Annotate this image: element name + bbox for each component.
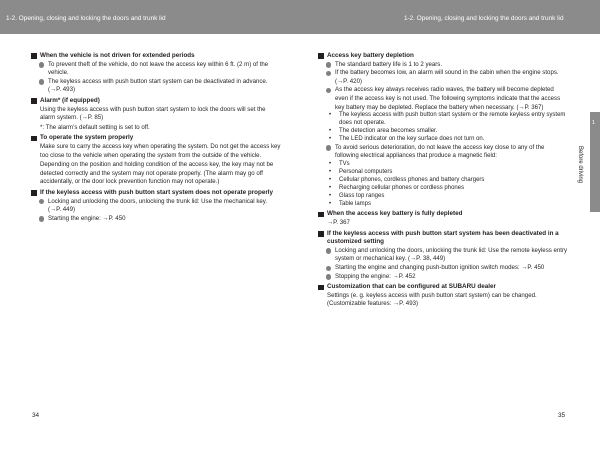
circle-bullet-icon [326, 266, 331, 271]
bullet-list [318, 144, 568, 161]
circle-bullet-icon [39, 62, 44, 67]
paragraph: Using the keyless access with push button start system to lock the doors will set the alarm system. (→P. 85) [40, 105, 266, 122]
sub-list-item: • Cellular phones, cordless phones and battery chargers [329, 176, 485, 183]
sub-bullet-list [318, 112, 568, 144]
sub-list-item: • TVs [329, 160, 350, 167]
circle-bullet-icon [326, 248, 331, 253]
list-item: To avoid serious deterioration, do not leave the access key close to any of the following electrical appliances that produce a magnetic field: [318, 144, 568, 161]
bullet-list [31, 198, 281, 224]
circle-bullet-icon [39, 79, 44, 84]
square-bullet-icon [318, 53, 324, 59]
square-bullet-icon [31, 136, 37, 142]
circle-bullet-icon [326, 88, 331, 93]
section-heading: Access key battery depletion [318, 52, 568, 61]
paragraph: Settings (e. g. keyless access with push button start system) can be changed. (Customizable features: →P. 493) [327, 291, 537, 308]
list-item: Starting the engine: →P. 450 [31, 215, 281, 224]
bullet-list [31, 61, 281, 95]
sub-list-item: • Personal computers [329, 168, 393, 175]
square-bullet-icon [318, 231, 324, 237]
section-heading: To operate the system properly [31, 134, 281, 143]
list-item: Locking and unlocking the doors, unlocking the trunk lid: Use the mechanical key. (→P. 449) [31, 198, 281, 215]
square-bullet-icon [318, 212, 324, 218]
square-bullet-icon [31, 190, 37, 196]
small-bullet-icon: • [329, 192, 332, 199]
sub-list-item: • Recharging cellular phones or cordless phones [329, 184, 465, 191]
right-page-number: 35 [558, 412, 566, 419]
square-bullet-icon [31, 53, 37, 59]
right-running-title: 1-2. Opening, closing and locking the doors and trunk lid [404, 15, 564, 22]
small-bullet-icon: • [329, 112, 332, 119]
circle-bullet-icon [326, 71, 331, 76]
list-item: As the access key always receives radio waves, the battery will become depleted even if the access key is not used. The following symptoms indicate that the access key battery may be depleted. Replace the battery when necessary. (→P. 367) [318, 86, 568, 112]
footnote: *: The alarm’s default setting is set to off. [40, 123, 150, 131]
small-bullet-icon: • [329, 135, 332, 142]
paragraph: Depending on the position and holding condition of the access key, the key may not be detected correctly and the system may not operate properly. (The alarm may go off accidentally, or the door lock prevention function may not operate.) [40, 161, 274, 186]
bullet-list [318, 247, 568, 281]
square-bullet-icon [31, 98, 37, 104]
chapter-side-label: Before driving [577, 146, 583, 184]
section-heading: Alarm* (if equipped) [31, 97, 281, 106]
right-page-column [318, 52, 568, 309]
sub-list-item: • The keyless access with push button start system or the remote keyless entry system does not operate. [329, 112, 566, 127]
circle-bullet-icon [326, 145, 331, 150]
left-page-number: 34 [32, 412, 40, 419]
small-bullet-icon: • [329, 168, 332, 175]
left-page-column [31, 52, 281, 223]
list-item: If the battery becomes low, an alarm will sound in the cabin when the engine stops. (→P. 420) [318, 69, 568, 86]
small-bullet-icon: • [329, 200, 332, 207]
list-item: Stopping the engine: →P. 452 [318, 273, 568, 282]
list-item: The keyless access with push button start system can be deactivated in advance. (→P. 493) [31, 78, 281, 95]
sub-list-item: • The detection area becomes smaller. [329, 127, 438, 134]
small-bullet-icon: • [329, 176, 332, 183]
circle-bullet-icon [39, 216, 44, 221]
section-heading: When the access key battery is fully depleted [318, 210, 568, 219]
list-item: Locking and unlocking the doors, unlocking the trunk lid: Use the remote keyless entry system or mechanical key. (→P. 38, 449) [318, 247, 568, 264]
paragraph: Make sure to carry the access key when operating the system. Do not get the access key too close to the vehicle when operating the system from the outside of the vehicle. [40, 142, 281, 159]
section-heading: If the keyless access with push button start system does not operate properly [31, 189, 281, 198]
chapter-tab [590, 112, 600, 212]
circle-bullet-icon [39, 199, 44, 204]
circle-bullet-icon [326, 274, 331, 279]
small-bullet-icon: • [329, 184, 332, 191]
page-header-bar [0, 0, 600, 34]
bullet-list [318, 61, 568, 113]
sub-bullet-list [318, 161, 568, 208]
list-item: Starting the engine and changing push-button ignition switch modes: →P. 450 [318, 264, 568, 273]
list-item: The standard battery life is 1 to 2 years. [318, 61, 568, 70]
section-heading: When the vehicle is not driven for extended periods [31, 52, 281, 61]
list-item: To prevent theft of the vehicle, do not leave the access key within 6 ft. (2 m) of the vehicle. [31, 61, 281, 78]
left-running-title: 1-2. Opening, closing and locking the doors and trunk lid [6, 15, 166, 22]
section-heading: If the keyless access with push button start system has been deactivated in a customized setting [318, 230, 568, 247]
sub-list-item: • Glass top ranges [329, 192, 385, 199]
small-bullet-icon: • [329, 160, 332, 167]
square-bullet-icon [318, 285, 324, 291]
sub-list-item: • The LED indicator on the key surface does not turn on. [329, 135, 485, 142]
small-bullet-icon: • [329, 127, 332, 134]
circle-bullet-icon [326, 62, 331, 67]
chapter-number: 1 [592, 120, 596, 126]
section-heading: Customization that can be configured at SUBARU dealer [318, 283, 568, 292]
sub-list-item: • Table lamps [329, 200, 372, 207]
paragraph: →P. 367 [327, 219, 350, 226]
